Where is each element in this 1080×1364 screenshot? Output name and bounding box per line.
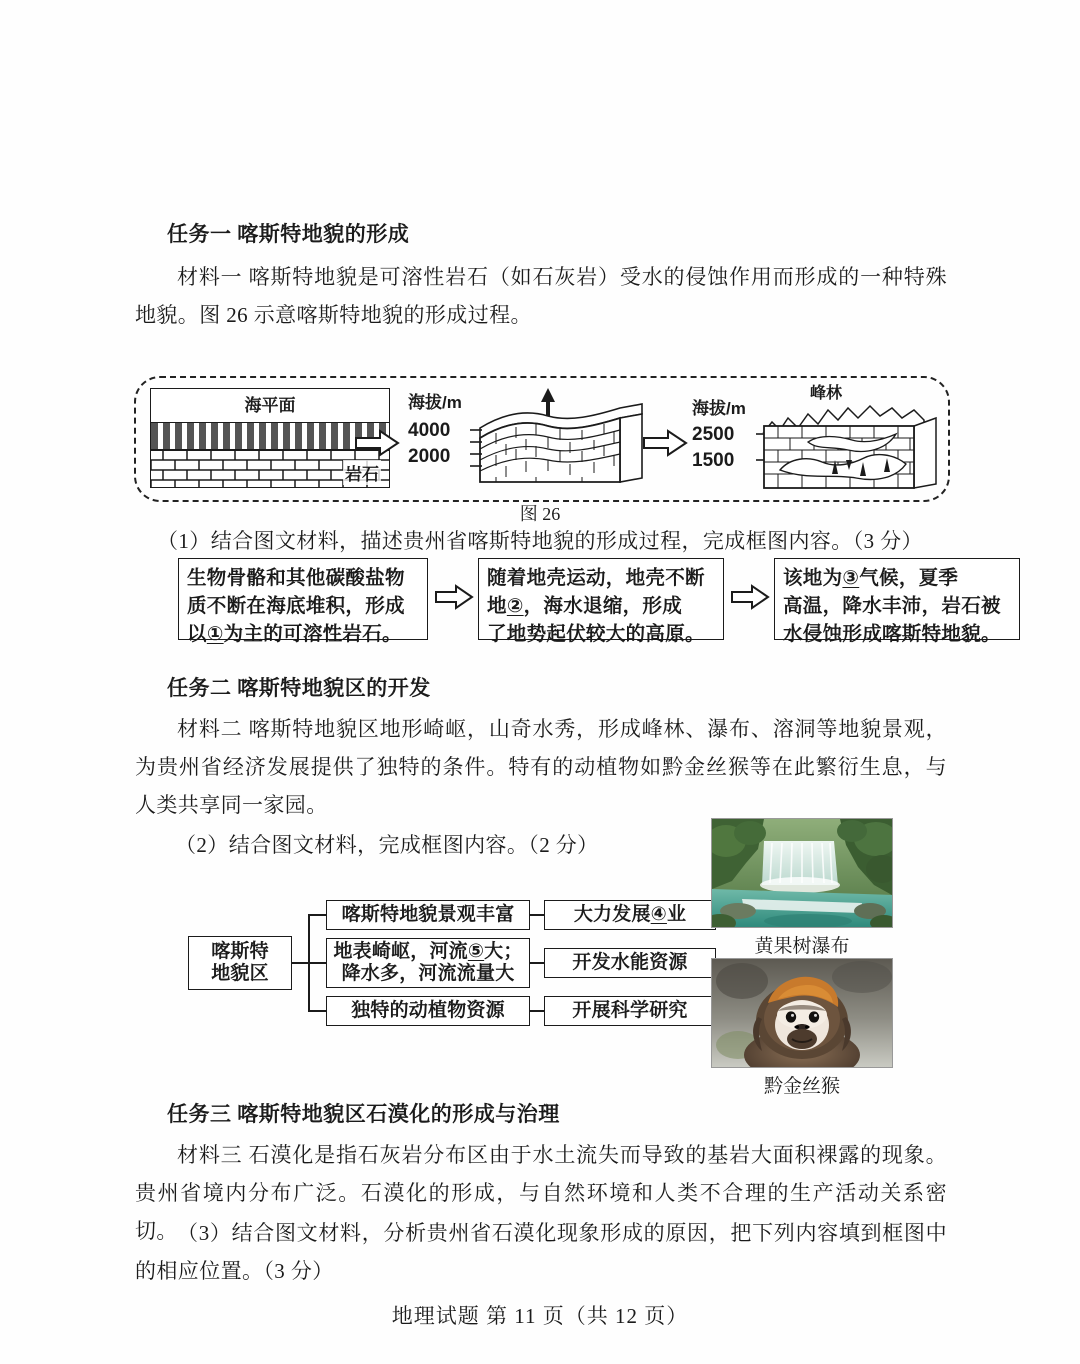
flow2-right-node-1-pre: 大力发展	[573, 904, 651, 925]
flow2-right-node-1-blank: ④	[650, 904, 667, 925]
flow2-root-line2: 地貌区	[211, 963, 269, 984]
flow-box-1-line2: 质不断在海底堆积，形成	[187, 595, 405, 617]
flow-box-2-blank: ②	[506, 595, 524, 617]
task3-material: 材料三 石漠化是指石灰岩分布区由于水土流失而导致的基岩大面积裸露的现象。贵州省境内分布广泛。石漠化的形成，与自然环境和人类不合理的生产活动关系密切。	[135, 1143, 947, 1243]
task2-material: 材料二 喀斯特地貌区地形崎岖，山奇水秀，形成峰林、瀑布、溶洞等地貌景观，为贵州省经济发展提供了独特的条件。特有的动植物如黔金丝猴等在此繁衍生息，与人类共享同一家园。	[135, 717, 947, 817]
flow-arrow-1-icon	[434, 584, 474, 610]
task1-question: （1）结合图文材料，描述贵州省喀斯特地貌的形成过程，完成框图内容。（3 分）	[157, 529, 923, 553]
task2-flowchart	[188, 900, 688, 1026]
panel2-axis-label: 海拔/m	[408, 393, 462, 412]
flow2-root-line1: 喀斯特	[211, 941, 269, 962]
flow2-right-node-2: 开发水能资源	[544, 948, 716, 978]
flow-box-3-line3: 水侵蚀形成喀斯特地貌。	[783, 623, 1001, 645]
flow-box-2-line1: 随着地壳运动，地壳不断	[487, 567, 705, 589]
panel3-tick-1500: 1500	[692, 450, 735, 471]
process-arrow-1-icon	[354, 428, 400, 458]
flow-arrow-2-icon	[730, 584, 770, 610]
flow-box-1-blank: ①	[206, 623, 224, 645]
rock-label: 岩石	[343, 460, 381, 485]
sea-surface-block	[150, 388, 390, 422]
flow-box-3-line1	[783, 564, 1011, 592]
task2-question: （2）结合图文材料，完成框图内容。（2 分）	[175, 833, 599, 857]
flow2-conn-branch-1	[308, 914, 326, 916]
flow-box-2-line2	[487, 592, 715, 620]
task1-material: 材料一 喀斯特地貌是可溶性岩石（如石灰岩）受水的侵蚀作用而形成的一种特殊地貌。图 26 示意喀斯特地貌的形成过程。	[135, 265, 947, 327]
page-footer: 地理试题 第 11 页（共 12 页）	[391, 1304, 689, 1328]
flow2-middle-node-3: 独特的动植物资源	[326, 996, 530, 1026]
flow-box-1-post: 为主的可溶性岩石。	[223, 623, 402, 645]
flow2-conn-branch-3	[308, 1010, 326, 1012]
flow2-conn-right-1	[530, 914, 544, 916]
flow-box-1-line3	[187, 620, 419, 648]
flow-box-2-line3: 了地势起伏较大的高原。	[487, 623, 705, 645]
task3-heading: 任务三 喀斯特地貌区石漠化的形成与治理	[167, 1102, 560, 1126]
flow-box-1-pre: 以	[187, 623, 207, 645]
peak-forest-label: 峰林	[810, 385, 843, 402]
flow2-conn-right-3	[530, 1010, 544, 1012]
flow2-right-node-1-post: 业	[666, 904, 687, 925]
flow-box-3-post: 气候，夏季	[859, 567, 959, 589]
flow2-right-node-1	[544, 900, 716, 930]
flow-box-3	[774, 558, 1020, 645]
task2-heading: 任务二 喀斯特地貌区的开发	[167, 676, 431, 700]
flow2-middle-node-2-blank: ⑤	[467, 941, 485, 962]
panel3-tick-2500: 2500	[692, 424, 735, 445]
figure-26-caption: 图 26	[519, 504, 561, 524]
flow2-conn-branch-2	[308, 962, 326, 964]
flow-box-1	[178, 558, 428, 645]
flow2-middle-node-2-line2: 降水多，河流流量大	[341, 963, 515, 984]
flow2-root-node	[188, 936, 292, 990]
figure-26	[134, 376, 950, 502]
flow-box-1-line1: 生物骨骼和其他碳酸盐物	[187, 567, 405, 589]
flow2-middle-node-1: 喀斯特地貌景观丰富	[326, 900, 530, 930]
uplifted-block-icon	[470, 386, 658, 494]
figure-panel-karst	[692, 382, 942, 496]
flow-box-2-pre: 地	[487, 595, 507, 617]
waterfall-illustration-icon	[712, 819, 892, 927]
task1-heading: 任务一 喀斯特地貌的形成	[167, 222, 410, 246]
panel3-axis-label: 海拔/m	[692, 399, 746, 418]
flow-box-3-line2: 高温，降水丰沛，岩石被	[783, 595, 1001, 617]
panel2-tick-4000: 4000	[408, 420, 451, 441]
flow2-right-node-3: 开展科学研究	[544, 996, 716, 1026]
flow-box-2-post: ，海水退缩，形成	[523, 595, 683, 617]
monkey-illustration-icon	[712, 959, 892, 1067]
flow2-middle-node-2-pre: 地表崎岖，河流	[333, 941, 468, 962]
sea-level-label: 海平面	[244, 396, 296, 415]
flow2-middle-node-2-post: 大；	[484, 941, 523, 962]
figure-panel-uplift	[408, 384, 658, 494]
photo-monkey-block	[711, 958, 893, 1098]
monkey-caption: 黔金丝猴	[763, 1076, 840, 1097]
karst-block-icon	[756, 396, 942, 492]
huangguoshu-waterfall-photo	[711, 818, 893, 928]
panel2-tick-2000: 2000	[408, 446, 451, 467]
photo-waterfall-block	[711, 818, 893, 958]
flow2-conn-right-2	[530, 962, 544, 964]
flow-box-2	[478, 558, 724, 645]
flow2-conn-root-stub	[292, 962, 308, 964]
flow2-middle-node-2	[326, 938, 530, 988]
waterfall-caption: 黄果树瀑布	[754, 936, 850, 957]
process-arrow-2-icon	[642, 428, 688, 458]
flow-box-3-blank: ③	[842, 567, 860, 589]
flow-box-3-pre: 该地为	[783, 567, 843, 589]
guizhou-golden-monkey-photo	[711, 958, 893, 1068]
flow2-middle-node-2-line1	[333, 941, 522, 963]
task3-question: （3）结合图文材料，分析贵州省石漠化现象形成的原因，把下列内容填到框图中的相应位置。（3 分）	[135, 1221, 947, 1283]
